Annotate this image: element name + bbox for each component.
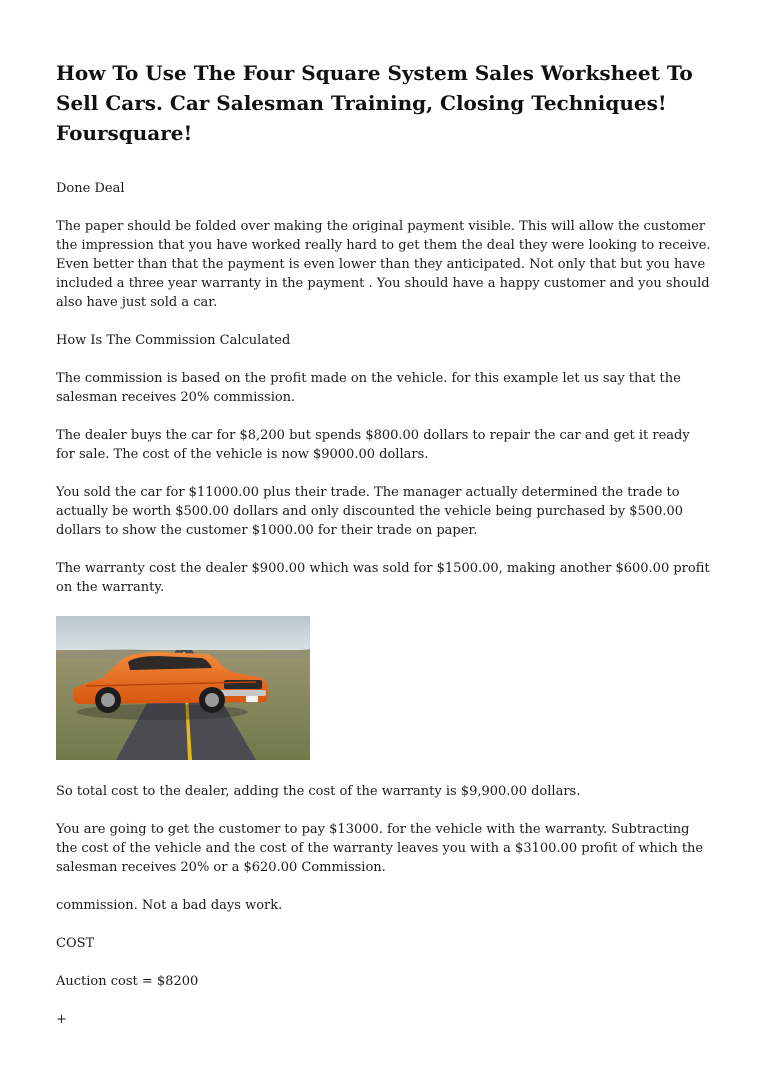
document-page <box>56 58 712 1048</box>
paragraph-folded-paper: The paper should be folded over making the original payment visible. This will allow the customer the impression that you have worked really hard to get them the deal they were looking to receive. Even better than that the payment is even lower than they anticipated. Not only that but you have included a three year warranty in the payment . You should have a happy customer and you should also have just sold a car. <box>56 219 711 310</box>
paragraph-customer-pay: You are going to get the customer to pay $13000. for the vehicle with the warranty. Subtracting the cost of the vehicle and the cost of the warranty leaves you with a $3100.00 profit of which the salesman receives 20% or a $620.00 Commission. <box>56 822 704 875</box>
paragraph-done-deal: Done Deal <box>56 181 125 196</box>
paragraph-commission-heading: How Is The Commission Calculated <box>56 333 291 348</box>
car-photo-illustration <box>56 616 310 760</box>
license-plate <box>246 696 258 702</box>
paragraph-total-cost: So total cost to the dealer, adding the cost of the warranty is $9,900.00 dollars. <box>56 784 581 799</box>
paragraph-warranty-cost: The warranty cost the dealer $900.00 which was sold for $1500.00, making another $600.00 profit on the warranty. <box>56 561 710 595</box>
paragraph-commission-note: commission. Not a bad days work. <box>56 898 283 913</box>
paragraph-commission-basis: The commission is based on the profit made on the vehicle. for this example let us say that the salesman receives 20% commission. <box>56 371 681 405</box>
paragraph-plus: + <box>56 1012 67 1027</box>
car-photo <box>56 616 310 760</box>
car-grille <box>224 680 262 689</box>
paragraph-cost-heading: COST <box>56 936 95 951</box>
paragraph-dealer-cost: The dealer buys the car for $8,200 but spends $800.00 dollars to repair the car and get it ready for sale. The cost of the vehicle is now $9000.00 dollars. <box>56 428 690 462</box>
document-title: How To Use The Four Square System Sales Worksheet To Sell Cars. Car Salesman Training, Closing Techniques! Foursquare! <box>56 61 693 145</box>
paragraph-auction-cost: Auction cost = $8200 <box>56 974 199 989</box>
paragraph-sale-price: You sold the car for $11000.00 plus their trade. The manager actually determined the trade to actually be worth $500.00 dollars and only discounted the vehicle being purchased by $500.00 dollars to show the customer $1000.00 for their trade on paper. <box>56 485 684 538</box>
car-window <box>128 656 212 670</box>
